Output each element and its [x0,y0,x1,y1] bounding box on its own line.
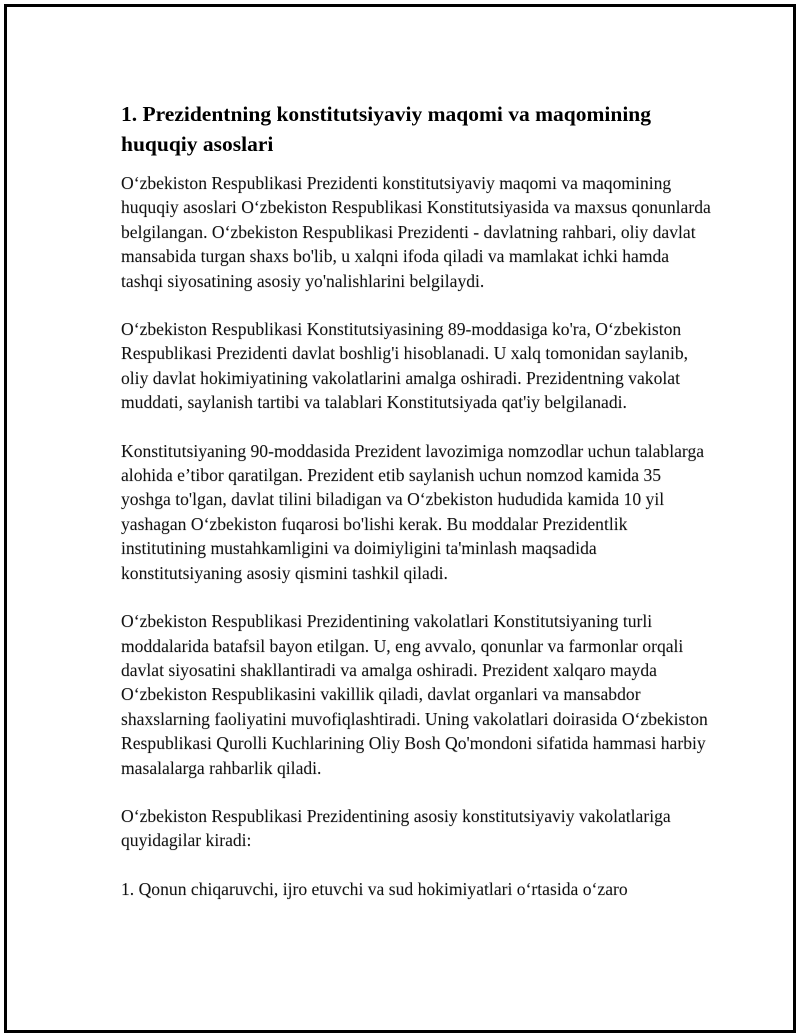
paragraph-president-powers: O‘zbekiston Respublikasi Prezidentining vakolatlari Konstitutsiyaning turli moddalarida batafsil bayon etilgan. U, eng avvalo, qonunlar va farmonlar orqali davlat siyosatini shakllantiradi va amalga oshiradi. Prezident xalqaro mayda O‘zbekiston Respublikasini vakillik qiladi, davlat organlari va mansabdor shaxslarning faoliyatini muvofiqlashtiradi. Uning vakolatlari doirasida O‘zbekiston Respublikasi Qurolli Kuchlarining Oliy Bosh Qo'mondoni sifatida hammasi harbiy masalalarga rahbarlik qiladi. [121,611,708,778]
paragraph-article-89: O‘zbekiston Respublikasi Konstitutsiyasining 89-moddasiga ko'ra, O‘zbekiston Respublikasi Prezidenti davlat boshlig'i hisoblanadi. U xalq tomonidan saylanib, oliy davlat hokimiyatining vakolatlarini amalga oshiradi. Prezidentning vakolat muddati, saylanish tartibi va talablari Konstitutsiyada qat'iy belgilanadi. [121,319,689,413]
paragraph-president-status: O‘zbekiston Respublikasi Prezidenti konstitutsiyaviy maqomi va maqomining huquqiy asoslari O‘zbekiston Respublikasi Konstitutsiyasida va maxsus qonunlarda belgilangan. O‘zbekiston Respublikasi Prezidenti - davlatning rahbari, oliy davlat mansabida turgan shaxs bo'lib, u xalqni ifoda qiladi va mamlakat ichki hamda tashqi siyosatining asosiy yo'nalishlarini belgilaydi. [121,173,711,291]
paragraph-article-90: Konstitutsiyaning 90-moddasida Prezident lavozimiga nomzodlar uchun talablarga alohida e’tibor qaratilgan. Prezident etib saylanish uchun nomzod kamida 35 yoshga to'lgan, davlat tilini biladigan va O‘zbekiston hududida kamida 10 yil yashagan O‘zbekiston fuqarosi bo'lishi kerak. Bu moddalar Prezidentlik institutining mustahkamligini va doimiyligini ta'minlash maqsadida konstitutsiyaning asosiy qismini tashkil qiladi. [121,440,705,583]
page-frame [4,4,796,1033]
document-body [121,99,711,901]
paragraph-main-powers-intro: O‘zbekiston Respublikasi Prezidentining asosiy konstitutsiyaviy vakolatlariga quyidagilar kiradi: [121,805,671,851]
document-title: 1. Prezidentning konstitutsiyaviy maqomi va maqomining huquqiy asoslari [121,102,651,156]
paragraph-list-item-1: 1. Qonun chiqaruvchi, ijro etuvchi va sud hokimiyatlari o‘rtasida o‘zaro [121,878,628,899]
